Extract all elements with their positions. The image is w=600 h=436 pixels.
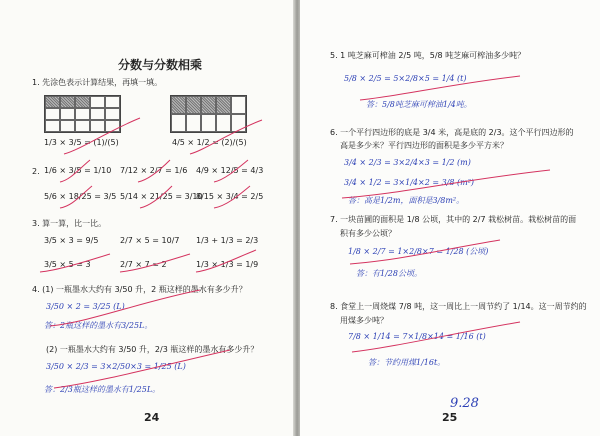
teacher-signature-date: 9.28 bbox=[450, 396, 479, 411]
q3-row2-item: 1/3 × 1/3 = 1/9 bbox=[196, 260, 259, 269]
q4a-answer: 答：2瓶这样的墨水有3/25L。 bbox=[44, 321, 153, 330]
q6-work-area: 3/4 × 1/2 = 3×1/4×2 = 3/8 (m²) bbox=[344, 178, 475, 187]
right-page bbox=[300, 0, 600, 436]
q4b-answer: 答：2/3瓶这样的墨水有1/25L。 bbox=[44, 385, 161, 394]
q2-row1-item: 7/12 × 2/7 = 1/6 bbox=[120, 166, 188, 175]
question-2-label: 2. bbox=[32, 167, 40, 176]
q2-row1-item: 1/6 × 3/5 = 1/10 bbox=[44, 166, 112, 175]
q5-work: 5/8 × 2/5 = 5×2/8×5 = 1/4 (t) bbox=[344, 74, 467, 83]
q8-work: 7/8 × 1/14 = 7×1/8×14 = 1/16 (t) bbox=[348, 332, 486, 341]
q3-row2-item: 3/5 × 5 = 3 bbox=[44, 260, 91, 269]
q1-equation-b: 4/5 × 1/2 = (2)/(5) bbox=[172, 138, 247, 147]
question-5: 5. 1 吨芝麻可榨油 2/5 吨，5/8 吨芝麻可榨油多少吨？ bbox=[330, 51, 526, 60]
q2-row1-item: 4/9 × 12/5 = 4/3 bbox=[196, 166, 264, 175]
question-6-line2: 高是多少米？平行四边形的面积是多少平方米？ bbox=[340, 141, 508, 150]
q8-answer: 答：节约用煤1/16t。 bbox=[368, 358, 446, 367]
q2-row2-item: 5/14 × 21/25 = 3/10 bbox=[120, 192, 203, 201]
left-page bbox=[0, 0, 295, 436]
page-number: 25 bbox=[442, 411, 458, 424]
fraction-grid-1 bbox=[44, 95, 121, 133]
q6-work-height: 3/4 × 2/3 = 3×2/4×3 = 1/2 (m) bbox=[344, 158, 471, 167]
question-4a: 4. (1) 一瓶墨水大约有 3/50 升，2 瓶这样的墨水有多少升？ bbox=[32, 285, 247, 294]
q3-row1-item: 3/5 × 3 = 9/5 bbox=[44, 236, 99, 245]
question-7-line1: 7. 一块苗圃的面积是 1/8 公顷，其中的 2/7 栽松树苗。栽松树苗的面 bbox=[330, 215, 577, 224]
q3-row1-item: 2/7 × 5 = 10/7 bbox=[120, 236, 180, 245]
question-8-line2: 用煤多少吨？ bbox=[340, 316, 388, 325]
question-1: 1. 先涂色表示计算结果，再填一填。 bbox=[32, 78, 163, 87]
question-7-line2: 积有多少公顷？ bbox=[340, 229, 396, 238]
q5-answer: 答：5/8吨芝麻可榨油1/4吨。 bbox=[366, 100, 472, 109]
q3-row2-item: 2/7 × 7 = 2 bbox=[120, 260, 167, 269]
q4b-work: 3/50 × 2/3 = 3×2/50×3 = 1/25 (L) bbox=[46, 362, 186, 371]
question-8-line1: 8. 食堂上一周烧煤 7/8 吨，这一周比上一周节约了 1/14。这一周节约的 bbox=[330, 302, 587, 311]
q2-row2-item: 5/6 × 18/25 = 3/5 bbox=[44, 192, 117, 201]
question-6-line1: 6. 一个平行四边形的底是 3/4 米，高是底的 2/3。这个平行四边形的 bbox=[330, 128, 574, 137]
q4a-work: 3/50 × 2 = 3/25 (L) bbox=[46, 302, 125, 311]
fraction-grid-2 bbox=[170, 95, 247, 133]
q7-work: 1/8 × 2/7 = 1×2/8×7 = 1/28 (公顷) bbox=[348, 247, 489, 256]
page-number: 24 bbox=[144, 411, 160, 424]
question-3: 3. 算一算，比一比。 bbox=[32, 219, 107, 228]
q3-row1-item: 1/3 + 1/3 = 2/3 bbox=[196, 236, 259, 245]
page-title: 分数与分数相乘 bbox=[118, 58, 203, 72]
q2-row2-item: 8/15 × 3/4 = 2/5 bbox=[196, 192, 264, 201]
q1-equation-a: 1/3 × 3/5 = (1)/(5) bbox=[44, 138, 119, 147]
q7-answer: 答：有1/28公顷。 bbox=[356, 269, 422, 278]
question-4b: (2) 一瓶墨水大约有 3/50 升，2/3 瓶这样的墨水有多少升？ bbox=[46, 345, 259, 354]
q6-answer: 答：高是1/2m，面积是3/8m²。 bbox=[348, 196, 465, 205]
